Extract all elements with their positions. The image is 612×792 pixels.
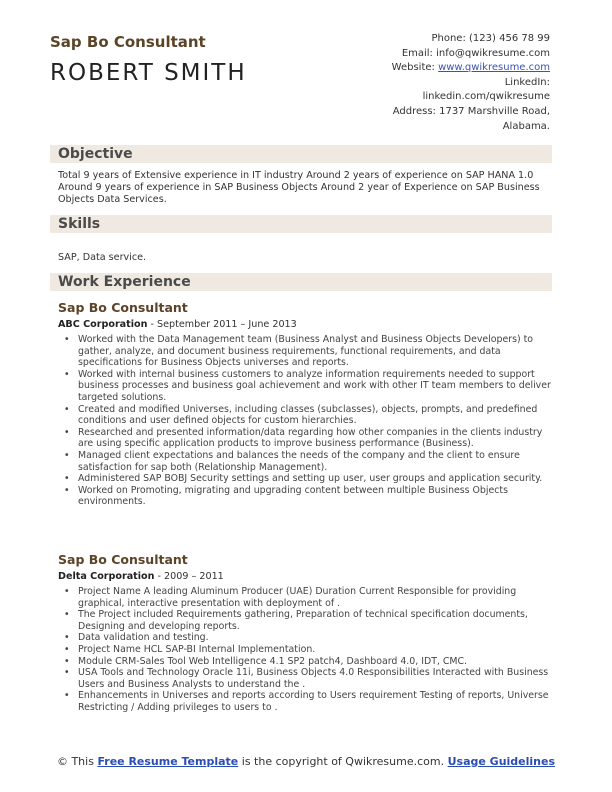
job-bullets	[58, 334, 552, 508]
email-label: Email:	[401, 47, 433, 59]
job-dates: - 2009 – 2011	[154, 571, 224, 582]
contact-phone-row	[290, 32, 550, 47]
address-line2: Alabama.	[502, 120, 550, 132]
bullet-dot-icon: •	[64, 426, 70, 438]
job-company-line	[58, 319, 297, 330]
bullet-text: Project Name HCL SAP-BI Internal Implementation.	[78, 643, 316, 655]
bullet-text: Managed client expectations and balances the needs of the company and the client to ensure satisfaction for sap both (Relationship Management).	[78, 449, 520, 473]
bullet-dot-icon: •	[64, 655, 70, 667]
bullet-text: Data validation and testing.	[78, 632, 209, 644]
usage-guidelines-link[interactable]: Usage Guidelines	[447, 755, 556, 768]
candidate-name: ROBERT SMITH	[50, 60, 247, 86]
list-item	[58, 586, 552, 609]
list-item	[58, 450, 552, 473]
bullet-dot-icon: •	[64, 667, 70, 679]
bullet-dot-icon: •	[64, 403, 70, 415]
bullet-dot-icon: •	[64, 690, 70, 702]
address-line1: 1737 Marshville Road,	[439, 105, 550, 117]
bullet-text: The Project included Requirements gathering, Preparation of technical specification documents, Designing and developing reports.	[78, 609, 528, 632]
linkedin-value: linkedin.com/qwikresume	[422, 91, 550, 103]
address-label: Address:	[392, 105, 436, 117]
bullet-dot-icon: •	[64, 609, 70, 621]
list-item	[58, 690, 552, 713]
job-title: Sap Bo Consultant	[58, 552, 188, 567]
bullet-dot-icon: •	[64, 449, 70, 461]
bullet-dot-icon: •	[64, 473, 70, 485]
bullet-dot-icon: •	[64, 334, 70, 345]
footer-middle: is the copyright of Qwikresume.com.	[238, 755, 448, 768]
bullet-dot-icon: •	[64, 632, 70, 644]
bullet-dot-icon: •	[64, 368, 70, 380]
list-item	[58, 644, 552, 656]
free-resume-template-link[interactable]: Free Resume Template	[97, 755, 239, 768]
bullet-text: Created and modified Universes, including classes (subclasses), objects, prompts, and predefined conditions and user defined objects for custom hierarchies.	[78, 403, 538, 427]
list-item	[58, 632, 552, 644]
company-name: Delta Corporation	[58, 571, 155, 582]
work-experience-heading: Work Experience	[50, 273, 552, 291]
bullet-text: Worked with the Data Management team (Business Analyst and Business Objects Developers) to gather, analyze, and document business requirements, functional requirements, and data specifications for Business Objects universes and reports.	[78, 334, 533, 369]
contact-website-row	[290, 61, 550, 76]
list-item	[58, 473, 552, 485]
phone-label: Phone:	[431, 33, 466, 44]
list-item	[58, 334, 552, 369]
contact-linkedin-row	[290, 90, 550, 105]
bullet-text: Project Name A leading Aluminum Producer (UAE) Duration Current Responsible for providing graphical, interactive presentation with deployment of .	[78, 586, 517, 609]
list-item	[58, 656, 552, 668]
linkedin-label: LinkedIn:	[504, 76, 550, 88]
contact-address-row-2	[290, 120, 550, 135]
objective-heading: Objective	[50, 145, 552, 163]
bullet-text: Module CRM-Sales Tool Web Intelligence 4.1 SP2 patch4, Dashboard 4.0, IDT, CMC.	[78, 655, 468, 667]
objective-text: Total 9 years of Extensive experience in IT industry Around 2 years of experience on SAP HANA 1.0 Around 9 years of experience in SAP Business Objects Around 2 year of Experience on SAP Business Objects Data Services.	[58, 170, 540, 206]
bullet-text: Researched and presented information/data regarding how other companies in the clients industry are using specific application products to improve business performance (Business).	[78, 426, 543, 450]
list-item	[58, 427, 552, 450]
contact-address-row	[290, 105, 550, 120]
bullet-text: Enhancements in Universes and reports according to Users requirement Testing of reports, Universe Restricting / Adding privileges to users to .	[78, 690, 549, 713]
bullet-text: Worked with internal business customers to analyze information requirements needed to support business processes and business goal achievement and work with other IT team members to deliver targeted solutions.	[78, 368, 551, 403]
list-item	[58, 609, 552, 632]
skills-text: SAP, Data service.	[58, 252, 147, 263]
bullet-text: Administered SAP BOBJ Security settings and setting up user, user groups and application security.	[78, 473, 543, 485]
copyright-footer	[0, 755, 612, 769]
bullet-dot-icon: •	[64, 586, 70, 597]
list-item	[58, 667, 552, 690]
website-link[interactable]: www.qwikresume.com	[438, 62, 550, 74]
website-label: Website:	[391, 62, 435, 74]
skills-heading: Skills	[50, 215, 552, 233]
job-dates: - September 2011 – June 2013	[147, 319, 297, 330]
job-bullets	[58, 586, 552, 714]
contact-block	[290, 32, 550, 134]
bullet-text: USA Tools and Technology Oracle 11i, Business Objects 4.0 Responsibilities Interacted with Business Users and Business Analysts to understand the .	[78, 667, 549, 690]
email-value: info@qwikresume.com	[436, 47, 550, 59]
job-company-line	[58, 571, 224, 582]
list-item	[58, 404, 552, 427]
contact-linkedin-label-row	[290, 76, 550, 91]
list-item	[58, 369, 552, 404]
footer-prefix: © This	[56, 755, 98, 768]
header-job-title: Sap Bo Consultant	[50, 33, 206, 51]
job-title: Sap Bo Consultant	[58, 300, 188, 315]
contact-email-row	[290, 47, 550, 62]
bullet-dot-icon: •	[64, 484, 70, 496]
bullet-text: Worked on Promoting, migrating and upgrading content between multiple Business Objects environments.	[78, 484, 508, 508]
company-name: ABC Corporation	[58, 319, 148, 330]
list-item	[58, 485, 552, 508]
bullet-dot-icon: •	[64, 643, 70, 655]
phone-value: (123) 456 78 99	[469, 33, 550, 44]
